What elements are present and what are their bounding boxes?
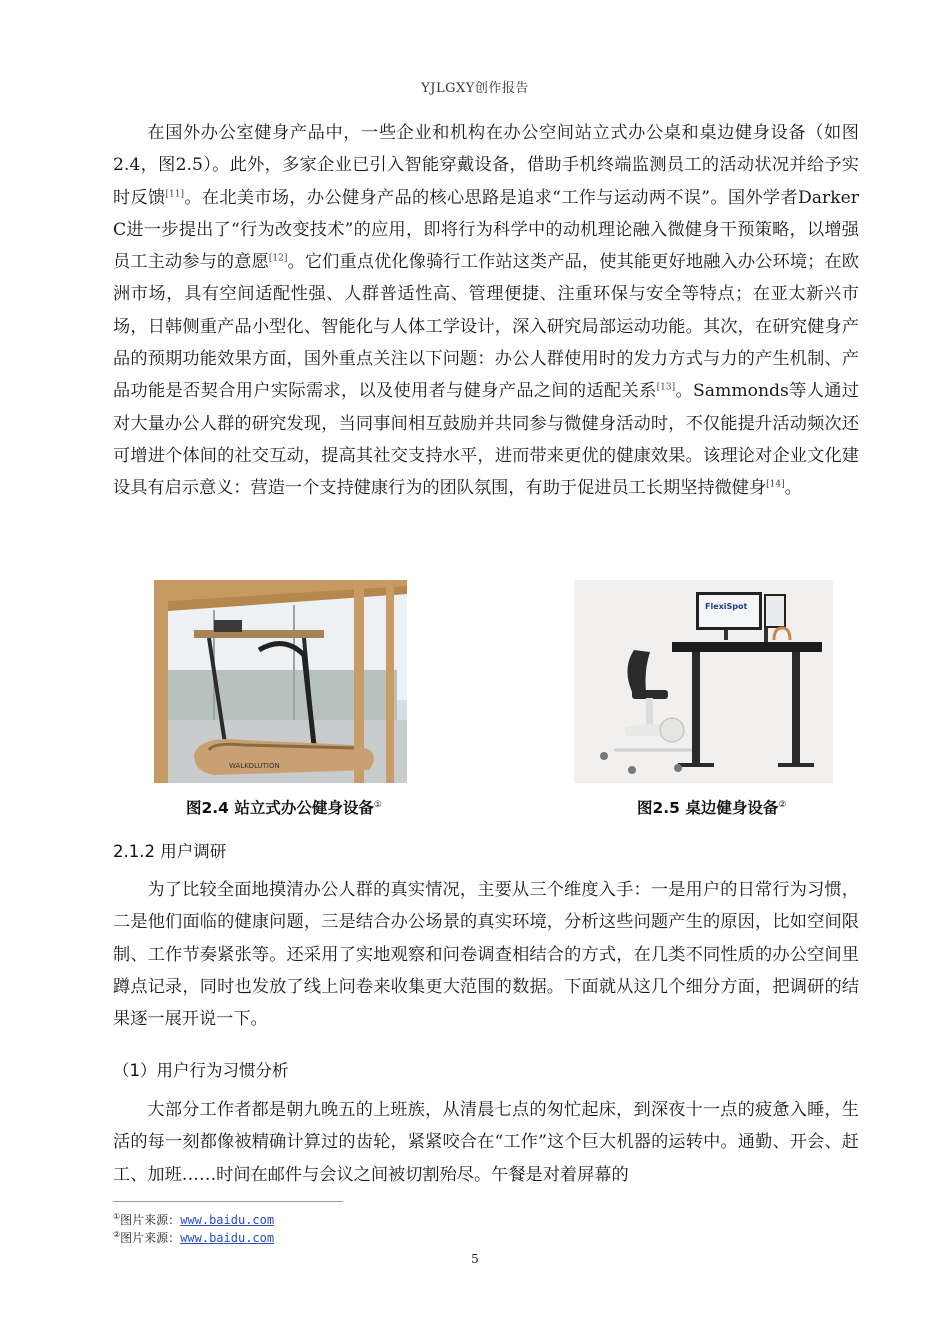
monitor-brand-text: FlexiSpot [705,602,748,611]
footnote-divider [113,1201,343,1202]
body-paragraph-2: 为了比较全面地摸清办公人群的真实情况，主要从三个维度入手：一是用户的日常行为习惯，二是他们面临的健康问题，三是结合办公场景的真实环境，分析这些问题产生的原因，比如空间限制、工作节奏紧张等。还采用了实地观察和问卷调查相结合的方式，在几类不同性质的办公空间里蹲点记录，同时也发放了线上问卷来收集更大范围的数据。下面就从这几个细分方面，把调研的结果逐一展开说一下。 [113,880,859,1030]
citation-ref: [12] [268,253,288,264]
footnote-link[interactable]: www.baidu.com [180,1213,275,1227]
footnote-label: 图片来源： [120,1213,181,1227]
svg-text:WALKOLUTION: WALKOLUTION [229,762,280,770]
footnote-label: 图片来源： [120,1231,181,1245]
footnote-marker: ② [778,799,787,810]
page-number: 5 [471,1252,479,1266]
footnote-link[interactable]: www.baidu.com [180,1231,275,1245]
caption-text: 图2.4 站立式办公健身设备 [186,799,374,817]
footnote-marker: ① [113,1212,121,1221]
citation-ref: [14] [766,479,785,490]
section-heading: 2.1.2 用户调研 [113,842,227,861]
page-header: YJLGXY创作报告 [421,81,529,96]
footnote-1 [113,1211,274,1228]
paragraph-text: 。Sammonds等人通过对大量办公人群的研究发现，当同事间相互鼓励并共同参与微健身活动时，不仅能提升活动频次还可增进个体间的社交互动，提高其社交支持水平，进而带来更优的健康效果。该理论对企业文化建设具有启示意义：营造一个支持健康行为的团队氛围，有助于促进员工长期坚持微健身 [113,381,859,499]
citation-ref: [11] [165,188,185,199]
paragraph-text: 。 [784,478,802,499]
body-paragraph-1 [113,117,859,505]
footnote-marker: ① [373,799,382,810]
body-paragraph-3: 大部分工作者都是朝九晚五的上班族，从清晨七点的匆忙起床，到深夜十一点的疲惫入睡，生活的每一刻都像被精确计算过的齿轮，紧紧咬合在“工作”这个巨大机器的运转中。通勤、开会、赶工、加班……时间在邮件与会议之间被切割殆尽。午餐是对着屏幕的 [113,1100,859,1185]
figure-2-4-caption [186,796,382,818]
footnote-marker: ② [113,1230,121,1239]
figure-2-4-image [154,580,407,783]
paragraph-text: 在国外办公室健身产品中，一些企业和机构在办公空间站立式办公桌和桌边健身设备（如图2.4，图2.5）。此外，多家企业已引入智能穿戴设备，借助手机终端监测员工的活动状况并给予实时反馈 [113,123,859,208]
caption-text: 图2.5 桌边健身设备 [637,799,779,817]
paragraph-text: 。它们重点优化像骑行工作站这类产品，使其能更好地融入办公环境；在欧洲市场，具有空间适配性强、人群普适性高、管理便捷、注重环保与安全等特点；在亚太新兴市场，日韩侧重产品小型化、智能化与人体工学设计，深入研究局部运动功能。其次，在研究健身产品的预期功能效果方面，国外重点关注以下问题：办公人群使用时的发力方式与力的产生机制、产品功能是否契合用户实际需求，以及使用者与健身产品之间的适配关系 [113,252,859,402]
footnote-2 [113,1229,274,1246]
figure-2-5-image [574,580,833,783]
subsection-heading: （1）用户行为习惯分析 [113,1061,289,1080]
citation-ref: [13] [656,382,676,393]
paragraph-text: 。在北美市场，办公健身产品的核心思路是追求“工作与运动两不误”。国外学者Darker C进一步提出了“行为改变技术”的应用，即将行为科学中的动机理论融入微健身干预策略，以增强员工主动参与的意愿 [113,187,859,273]
figure-2-5-caption [637,796,786,818]
